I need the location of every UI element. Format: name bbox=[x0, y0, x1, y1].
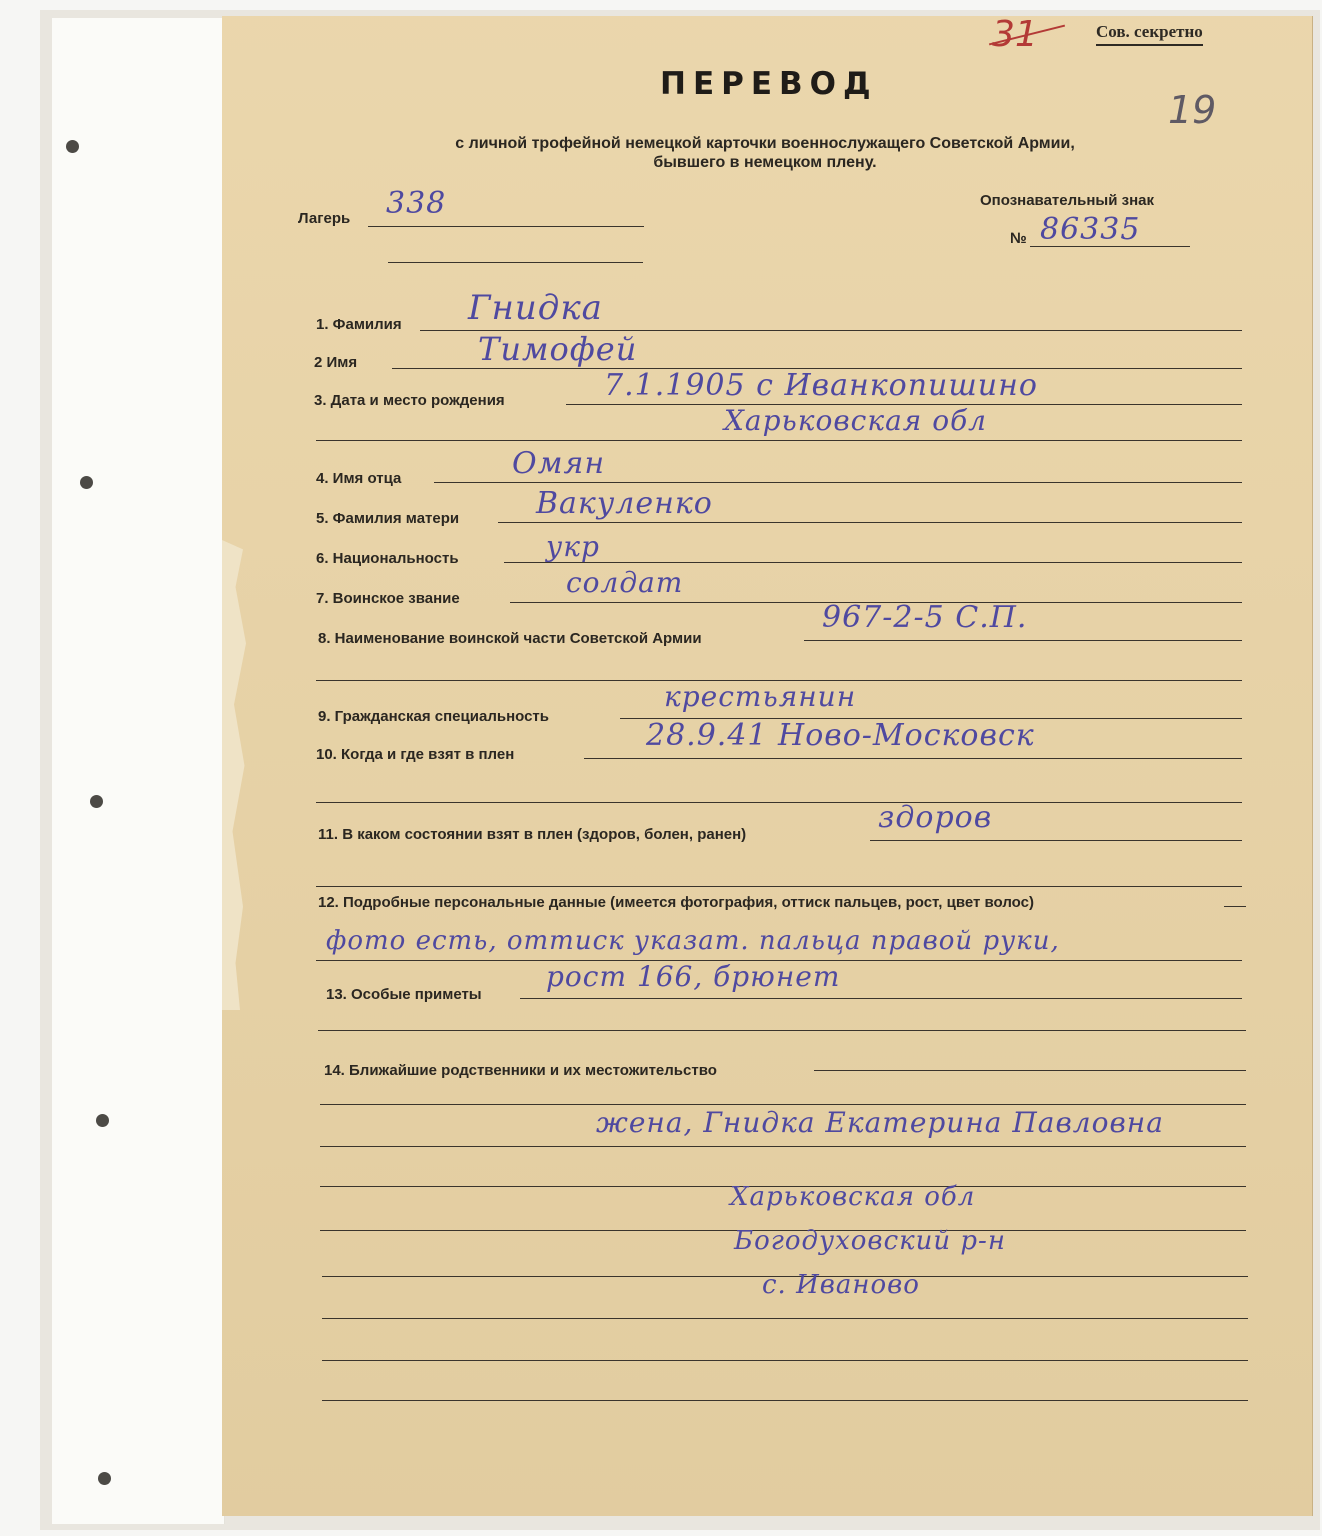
birth-value-line1: 7.1.1905 с Иванкопишино bbox=[604, 368, 1038, 403]
form-line bbox=[316, 802, 1242, 803]
id-tag-value: 86335 bbox=[1040, 212, 1141, 247]
form-line bbox=[322, 1318, 1248, 1319]
special-marks-value: рост 166, брюнет bbox=[546, 960, 841, 993]
condition-value: здоров bbox=[878, 800, 993, 835]
form-line bbox=[320, 1146, 1246, 1147]
form-line bbox=[322, 1400, 1248, 1401]
surname-value: Гнидка bbox=[468, 288, 603, 328]
id-tag-label: Опознавательный знак bbox=[980, 192, 1154, 209]
form-line bbox=[504, 562, 1242, 563]
mother-surname-label: 5. Фамилия матери bbox=[316, 510, 460, 527]
archive-number: 31 bbox=[992, 14, 1038, 55]
form-line bbox=[804, 640, 1242, 641]
page-title: ПЕРЕВОД bbox=[660, 66, 878, 102]
personal-data-label: 12. Подробные персональные данные (имеется фотография, оттиск пальцев, рост, цвет волос) bbox=[318, 894, 1034, 911]
binding-margin bbox=[52, 18, 224, 1524]
rank-value: солдат bbox=[566, 566, 684, 599]
id-tag-number-sign: № bbox=[1010, 230, 1027, 247]
form-line bbox=[318, 1030, 1246, 1031]
mother-surname-value: Вакуленко bbox=[536, 486, 713, 521]
punch-hole bbox=[66, 140, 79, 153]
birth-label: 3. Дата и место рождения bbox=[314, 392, 505, 409]
form-line bbox=[870, 840, 1242, 841]
special-marks-label: 13. Особые приметы bbox=[326, 986, 482, 1003]
birth-value-line2: Харьковская обл bbox=[724, 404, 987, 437]
form-line bbox=[520, 998, 1242, 999]
condition-label: 11. В каком состоянии взят в плен (здоров, болен, ранен) bbox=[318, 826, 747, 843]
punch-hole bbox=[90, 795, 103, 808]
form-line bbox=[316, 440, 1242, 441]
relatives-value-line4: с. Иваново bbox=[762, 1270, 920, 1300]
classification-stamp: Сов. секретно bbox=[1096, 22, 1203, 46]
form-line bbox=[320, 1104, 1246, 1105]
subtitle-line: с личной трофейной немецкой карточки военнослужащего Советской Армии, bbox=[455, 135, 1075, 152]
punch-hole bbox=[98, 1472, 111, 1485]
page-subtitle bbox=[380, 134, 1150, 172]
form-line bbox=[388, 262, 643, 263]
camp-label: Лагерь bbox=[298, 210, 351, 227]
personal-data-value: фото есть, оттиск указат. пальца правой руки, bbox=[326, 926, 1060, 956]
relatives-value-line3: Богодуховский р-н bbox=[734, 1226, 1006, 1256]
punch-hole bbox=[80, 476, 93, 489]
camp-value: 338 bbox=[386, 186, 447, 221]
nationality-value: укр bbox=[546, 530, 600, 563]
nationality-label: 6. Национальность bbox=[316, 550, 459, 567]
first-name-value: Тимофей bbox=[478, 330, 638, 368]
captured-label: 10. Когда и где взят в плен bbox=[316, 746, 515, 763]
form-line bbox=[322, 1360, 1248, 1361]
father-name-value: Омян bbox=[512, 446, 606, 481]
subtitle-line: бывшего в немецком плену. bbox=[653, 154, 877, 171]
sheet-number: 19 bbox=[1168, 88, 1217, 132]
punch-hole bbox=[96, 1114, 109, 1127]
father-name-label: 4. Имя отца bbox=[316, 470, 402, 487]
relatives-value-line2: Харьковская обл bbox=[730, 1182, 976, 1212]
relatives-value-line1: жена, Гнидка Екатерина Павловна bbox=[596, 1106, 1164, 1139]
form-line bbox=[1224, 906, 1246, 907]
profession-value: крестьянин bbox=[664, 680, 857, 713]
unit-value: 967-2-5 С.П. bbox=[822, 600, 1028, 635]
relatives-label: 14. Ближайшие родственники и их местожительство bbox=[324, 1062, 717, 1079]
form-line bbox=[434, 482, 1242, 483]
unit-label: 8. Наименование воинской части Советской Армии bbox=[318, 630, 702, 647]
surname-label: 1. Фамилия bbox=[316, 316, 402, 333]
form-line bbox=[368, 226, 644, 227]
captured-value: 28.9.41 Ново-Московск bbox=[646, 718, 1035, 753]
form-line bbox=[584, 758, 1242, 759]
rank-label: 7. Воинское звание bbox=[316, 590, 460, 607]
form-line bbox=[316, 886, 1242, 887]
profession-label: 9. Гражданская специальность bbox=[318, 708, 549, 725]
form-line bbox=[814, 1070, 1246, 1071]
form-line bbox=[498, 522, 1242, 523]
first-name-label: 2 Имя bbox=[314, 354, 358, 371]
